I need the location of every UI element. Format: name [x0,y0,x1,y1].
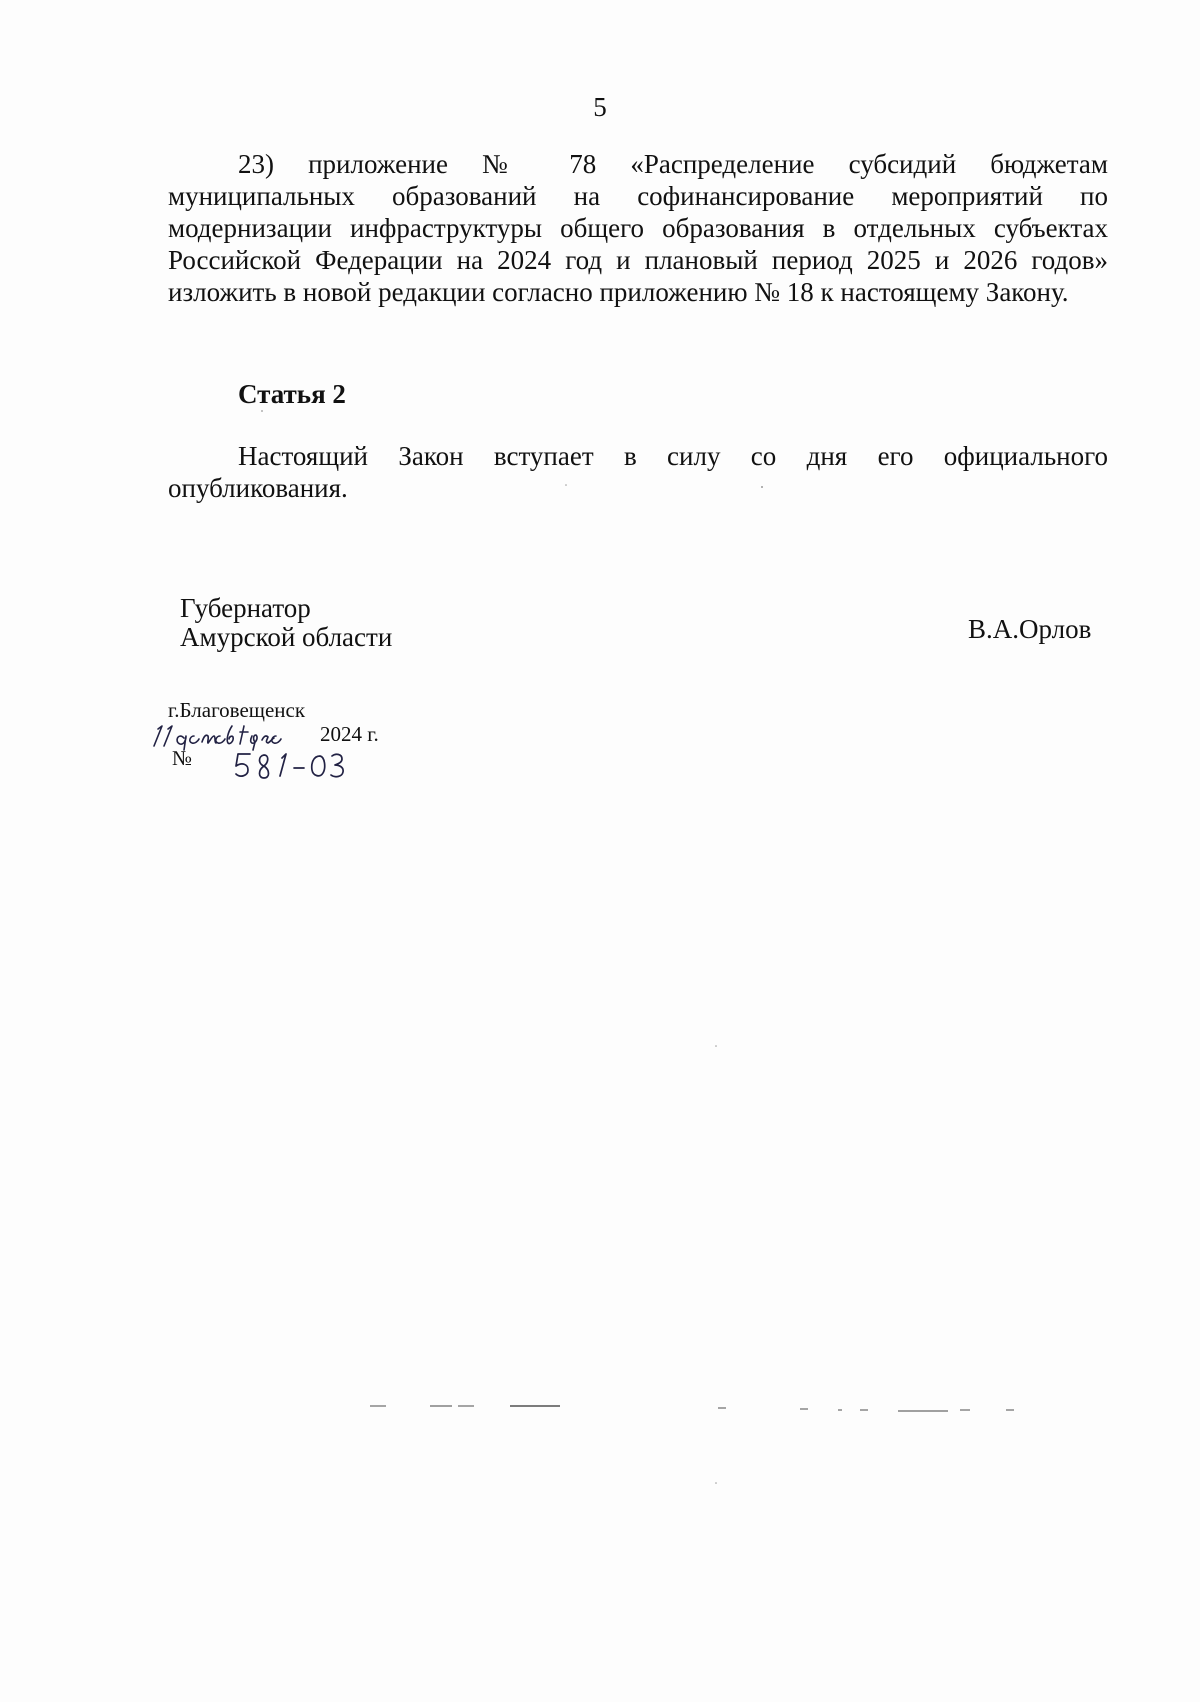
article-2-text: опубликования. [168,473,348,503]
date-year: 2024 г. [320,722,379,746]
signatory-title-line-2: Амурской области [180,622,393,652]
article-2-heading: Статья 2 [238,379,346,409]
item-23-first-line: 23) приложение № 78 «Распределение субсидий бюджетам муниципальных образований на софинансирование мероприятий по [168,149,1108,211]
signatory-name: В.А.Орлов [968,614,1092,644]
article-2-first-line: Настоящий Закон вступает в силу со дня его официального [238,441,1108,471]
number-sign: № [172,746,193,770]
signatory-title-line-1: Губернатор [180,593,311,623]
city-name: г.Благовещенск [168,698,306,722]
page-number: 5 [593,92,607,122]
item-23-text: модернизации инфраструктуры общего образования в отдельных субъектах Российской Федерации на 2024 год и плановый период 2025 и 2026 годов» изложить в новой редакции согласно приложению № 18 к настоящему Закону. [168,213,1108,307]
